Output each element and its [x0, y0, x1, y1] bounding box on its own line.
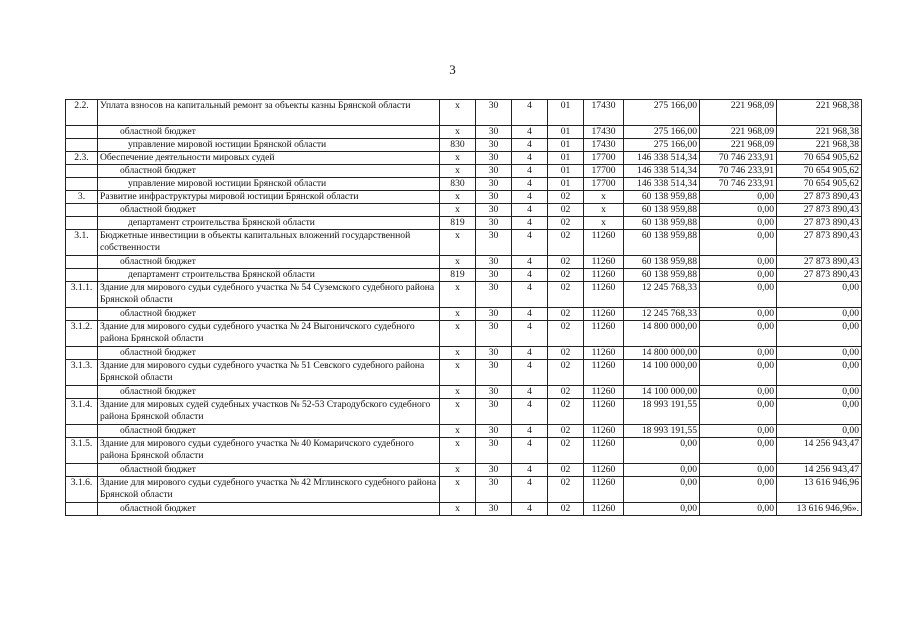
cell-sum-3: 13 616 946,96	[777, 477, 862, 503]
cell-number: 3.1.6.	[66, 477, 98, 503]
cell-direction-code: x	[584, 191, 624, 204]
cell-name: Здание для мировых судей судебных участков № 52-53 Стародубского судебного района Брянской области	[98, 399, 440, 425]
cell-sum-3: 13 616 946,96».	[777, 503, 862, 516]
cell-direction-code: x	[584, 217, 624, 230]
cell-grbs: 819	[440, 269, 476, 282]
cell-number: 3.	[66, 191, 98, 204]
cell-sum-1: 60 138 959,88	[624, 204, 700, 217]
cell-direction-code: 17700	[584, 152, 624, 165]
cell-sum-1: 12 245 768,33	[624, 308, 700, 321]
cell-subsection: 4	[512, 165, 548, 178]
cell-direction-code: 11260	[584, 386, 624, 399]
cell-direction-code: 17700	[584, 165, 624, 178]
table-row	[66, 386, 862, 399]
table-row	[66, 165, 862, 178]
cell-sum-1: 18 993 191,55	[624, 425, 700, 438]
cell-name: департамент строительства Брянской области	[98, 217, 440, 230]
cell-name: Бюджетные инвестиции в объекты капитальных вложений государственной собственности	[98, 230, 440, 256]
cell-section: 30	[476, 204, 512, 217]
cell-sum-1: 14 100 000,00	[624, 386, 700, 399]
table-row	[66, 100, 862, 126]
cell-grbs: x	[440, 152, 476, 165]
cell-program-code: 02	[548, 360, 584, 386]
cell-section: 30	[476, 230, 512, 256]
cell-number	[66, 165, 98, 178]
cell-section: 30	[476, 347, 512, 360]
cell-section: 30	[476, 503, 512, 516]
cell-grbs: x	[440, 386, 476, 399]
cell-direction-code: 11260	[584, 230, 624, 256]
cell-number: 3.1.	[66, 230, 98, 256]
cell-sum-3: 0,00	[777, 360, 862, 386]
cell-program-code: 02	[548, 477, 584, 503]
cell-sum-3: 0,00	[777, 282, 862, 308]
cell-number	[66, 178, 98, 191]
cell-grbs: x	[440, 321, 476, 347]
cell-subsection: 4	[512, 464, 548, 477]
cell-name: Здание для мирового судьи судебного участка № 40 Комаричского судебного района Брянской области	[98, 438, 440, 464]
cell-program-code: 02	[548, 256, 584, 269]
table-row	[66, 204, 862, 217]
cell-sum-3: 27 873 890,43	[777, 191, 862, 204]
cell-sum-2: 221 968,09	[700, 139, 777, 152]
cell-subsection: 4	[512, 126, 548, 139]
cell-section: 30	[476, 360, 512, 386]
cell-sum-1: 0,00	[624, 438, 700, 464]
cell-section: 30	[476, 282, 512, 308]
table-row	[66, 425, 862, 438]
cell-subsection: 4	[512, 139, 548, 152]
cell-number	[66, 386, 98, 399]
cell-grbs: x	[440, 204, 476, 217]
cell-sum-3: 0,00	[777, 308, 862, 321]
cell-section: 30	[476, 139, 512, 152]
cell-grbs: x	[440, 438, 476, 464]
cell-direction-code: 11260	[584, 438, 624, 464]
cell-sum-3: 70 654 905,62	[777, 165, 862, 178]
cell-sum-1: 0,00	[624, 503, 700, 516]
cell-sum-3: 0,00	[777, 425, 862, 438]
cell-sum-2: 0,00	[700, 347, 777, 360]
cell-subsection: 4	[512, 308, 548, 321]
cell-sum-1: 60 138 959,88	[624, 269, 700, 282]
cell-number	[66, 217, 98, 230]
table-row	[66, 178, 862, 191]
cell-grbs: x	[440, 464, 476, 477]
cell-subsection: 4	[512, 425, 548, 438]
cell-sum-2: 0,00	[700, 464, 777, 477]
cell-section: 30	[476, 126, 512, 139]
cell-sum-1: 14 800 000,00	[624, 321, 700, 347]
cell-sum-3: 14 256 943,47	[777, 438, 862, 464]
cell-grbs: x	[440, 399, 476, 425]
cell-section: 30	[476, 477, 512, 503]
cell-sum-2: 0,00	[700, 386, 777, 399]
cell-sum-2: 0,00	[700, 282, 777, 308]
cell-name: областной бюджет	[98, 308, 440, 321]
cell-sum-1: 146 338 514,34	[624, 165, 700, 178]
cell-section: 30	[476, 178, 512, 191]
cell-sum-2: 0,00	[700, 321, 777, 347]
cell-section: 30	[476, 191, 512, 204]
cell-sum-3: 0,00	[777, 399, 862, 425]
cell-section: 30	[476, 152, 512, 165]
cell-sum-1: 14 100 000,00	[624, 360, 700, 386]
cell-sum-2: 0,00	[700, 503, 777, 516]
cell-name: областной бюджет	[98, 503, 440, 516]
cell-sum-2: 0,00	[700, 204, 777, 217]
cell-program-code: 01	[548, 126, 584, 139]
cell-name: Развитие инфраструктуры мировой юстиции Брянской области	[98, 191, 440, 204]
cell-subsection: 4	[512, 269, 548, 282]
cell-grbs: x	[440, 360, 476, 386]
cell-sum-2: 0,00	[700, 425, 777, 438]
cell-sum-3: 70 654 905,62	[777, 152, 862, 165]
cell-number: 3.1.2.	[66, 321, 98, 347]
cell-sum-3: 221 968,38	[777, 100, 862, 126]
table-row	[66, 152, 862, 165]
cell-sum-3: 27 873 890,43	[777, 217, 862, 230]
cell-subsection: 4	[512, 399, 548, 425]
cell-subsection: 4	[512, 191, 548, 204]
cell-program-code: 02	[548, 308, 584, 321]
cell-subsection: 4	[512, 321, 548, 347]
cell-subsection: 4	[512, 503, 548, 516]
cell-number	[66, 464, 98, 477]
cell-direction-code: 17430	[584, 100, 624, 126]
table-row	[66, 438, 862, 464]
table-row	[66, 321, 862, 347]
cell-name: Обеспечение деятельности мировых судей	[98, 152, 440, 165]
cell-grbs: 819	[440, 217, 476, 230]
cell-section: 30	[476, 399, 512, 425]
table-row	[66, 503, 862, 516]
cell-sum-3: 221 968,38	[777, 126, 862, 139]
cell-direction-code: 11260	[584, 321, 624, 347]
table-row	[66, 269, 862, 282]
cell-program-code: 02	[548, 282, 584, 308]
cell-section: 30	[476, 217, 512, 230]
cell-sum-1: 12 245 768,33	[624, 282, 700, 308]
cell-program-code: 02	[548, 217, 584, 230]
cell-sum-1: 18 993 191,55	[624, 399, 700, 425]
cell-name: областной бюджет	[98, 464, 440, 477]
cell-grbs: x	[440, 503, 476, 516]
cell-section: 30	[476, 464, 512, 477]
cell-subsection: 4	[512, 282, 548, 308]
cell-number	[66, 269, 98, 282]
cell-sum-1: 14 800 000,00	[624, 347, 700, 360]
cell-direction-code: 11260	[584, 399, 624, 425]
cell-sum-3: 0,00	[777, 347, 862, 360]
cell-sum-2: 221 968,09	[700, 100, 777, 126]
cell-sum-3: 14 256 943,47	[777, 464, 862, 477]
cell-program-code: 01	[548, 139, 584, 152]
cell-grbs: x	[440, 165, 476, 178]
cell-direction-code: 17430	[584, 139, 624, 152]
page-number: 3	[449, 62, 456, 77]
cell-name: областной бюджет	[98, 126, 440, 139]
cell-direction-code: 11260	[584, 360, 624, 386]
cell-sum-2: 0,00	[700, 256, 777, 269]
cell-program-code: 02	[548, 230, 584, 256]
cell-program-code: 02	[548, 503, 584, 516]
cell-sum-2: 70 746 233,91	[700, 165, 777, 178]
cell-direction-code: 11260	[584, 347, 624, 360]
cell-sum-1: 275 166,00	[624, 100, 700, 126]
cell-number: 3.1.3.	[66, 360, 98, 386]
cell-name: Здание для мирового судьи судебного участка № 42 Мглинского судебного района Брянской области	[98, 477, 440, 503]
cell-number	[66, 503, 98, 516]
cell-direction-code: 11260	[584, 503, 624, 516]
cell-number: 3.1.4.	[66, 399, 98, 425]
table-row	[66, 477, 862, 503]
cell-subsection: 4	[512, 100, 548, 126]
cell-grbs: x	[440, 230, 476, 256]
table-row	[66, 399, 862, 425]
cell-direction-code: 11260	[584, 477, 624, 503]
cell-number: 2.2.	[66, 100, 98, 126]
cell-subsection: 4	[512, 152, 548, 165]
cell-sum-2: 70 746 233,91	[700, 152, 777, 165]
cell-sum-2: 0,00	[700, 269, 777, 282]
cell-program-code: 02	[548, 191, 584, 204]
cell-section: 30	[476, 256, 512, 269]
cell-number	[66, 204, 98, 217]
cell-number: 3.1.5.	[66, 438, 98, 464]
cell-program-code: 01	[548, 100, 584, 126]
cell-grbs: x	[440, 100, 476, 126]
cell-name: областной бюджет	[98, 425, 440, 438]
cell-grbs: x	[440, 191, 476, 204]
cell-name: областной бюджет	[98, 165, 440, 178]
cell-program-code: 01	[548, 178, 584, 191]
cell-direction-code: 17430	[584, 126, 624, 139]
cell-sum-1: 60 138 959,88	[624, 256, 700, 269]
cell-program-code: 02	[548, 399, 584, 425]
cell-direction-code: 17700	[584, 178, 624, 191]
cell-grbs: 830	[440, 178, 476, 191]
cell-sum-3: 0,00	[777, 386, 862, 399]
cell-number	[66, 126, 98, 139]
cell-subsection: 4	[512, 477, 548, 503]
cell-number	[66, 256, 98, 269]
cell-direction-code: 11260	[584, 269, 624, 282]
table-row	[66, 217, 862, 230]
cell-subsection: 4	[512, 438, 548, 464]
cell-sum-3: 27 873 890,43	[777, 204, 862, 217]
cell-section: 30	[476, 269, 512, 282]
cell-direction-code: x	[584, 204, 624, 217]
table-row	[66, 464, 862, 477]
cell-number	[66, 347, 98, 360]
table-row	[66, 230, 862, 256]
cell-name: управление мировой юстиции Брянской области	[98, 178, 440, 191]
cell-section: 30	[476, 165, 512, 178]
cell-section: 30	[476, 386, 512, 399]
cell-number	[66, 139, 98, 152]
cell-grbs: x	[440, 347, 476, 360]
cell-sum-1: 275 166,00	[624, 126, 700, 139]
cell-sum-2: 0,00	[700, 308, 777, 321]
cell-subsection: 4	[512, 178, 548, 191]
cell-sum-1: 0,00	[624, 477, 700, 503]
cell-sum-2: 0,00	[700, 438, 777, 464]
cell-sum-1: 60 138 959,88	[624, 191, 700, 204]
cell-name: областной бюджет	[98, 204, 440, 217]
cell-name: Уплата взносов на капитальный ремонт за объекты казны Брянской области	[98, 100, 440, 126]
cell-number: 3.1.1.	[66, 282, 98, 308]
table-row	[66, 360, 862, 386]
table-row	[66, 282, 862, 308]
cell-section: 30	[476, 438, 512, 464]
table-row	[66, 191, 862, 204]
cell-sum-2: 0,00	[700, 399, 777, 425]
cell-sum-1: 60 138 959,88	[624, 217, 700, 230]
cell-program-code: 02	[548, 269, 584, 282]
cell-direction-code: 11260	[584, 425, 624, 438]
cell-direction-code: 11260	[584, 308, 624, 321]
cell-sum-2: 0,00	[700, 360, 777, 386]
cell-section: 30	[476, 308, 512, 321]
cell-name: Здание для мирового судьи судебного участка № 54 Суземского судебного района Брянской области	[98, 282, 440, 308]
cell-subsection: 4	[512, 256, 548, 269]
cell-sum-3: 27 873 890,43	[777, 230, 862, 256]
cell-grbs: x	[440, 256, 476, 269]
cell-sum-2: 0,00	[700, 230, 777, 256]
cell-subsection: 4	[512, 347, 548, 360]
cell-program-code: 02	[548, 464, 584, 477]
cell-sum-2: 0,00	[700, 477, 777, 503]
cell-program-code: 02	[548, 438, 584, 464]
cell-program-code: 02	[548, 321, 584, 347]
cell-sum-3: 70 654 905,62	[777, 178, 862, 191]
cell-number: 2.3.	[66, 152, 98, 165]
cell-direction-code: 11260	[584, 282, 624, 308]
cell-program-code: 02	[548, 204, 584, 217]
cell-subsection: 4	[512, 230, 548, 256]
cell-grbs: x	[440, 282, 476, 308]
cell-program-code: 02	[548, 347, 584, 360]
cell-name: управление мировой юстиции Брянской области	[98, 139, 440, 152]
table-row	[66, 256, 862, 269]
cell-grbs: x	[440, 425, 476, 438]
cell-number	[66, 425, 98, 438]
budget-table	[65, 99, 862, 516]
cell-subsection: 4	[512, 204, 548, 217]
cell-sum-3: 221 968,38	[777, 139, 862, 152]
cell-name: областной бюджет	[98, 386, 440, 399]
cell-name: областной бюджет	[98, 347, 440, 360]
cell-sum-2: 0,00	[700, 217, 777, 230]
cell-sum-1: 60 138 959,88	[624, 230, 700, 256]
cell-sum-3: 27 873 890,43	[777, 256, 862, 269]
table-row	[66, 139, 862, 152]
cell-grbs: x	[440, 308, 476, 321]
cell-name: департамент строительства Брянской области	[98, 269, 440, 282]
cell-direction-code: 11260	[584, 464, 624, 477]
cell-grbs: x	[440, 477, 476, 503]
cell-number	[66, 308, 98, 321]
cell-sum-1: 146 338 514,34	[624, 152, 700, 165]
cell-program-code: 02	[548, 386, 584, 399]
cell-program-code: 01	[548, 152, 584, 165]
cell-grbs: 830	[440, 139, 476, 152]
table-row	[66, 308, 862, 321]
table-row	[66, 347, 862, 360]
cell-sum-3: 0,00	[777, 321, 862, 347]
cell-name: областной бюджет	[98, 256, 440, 269]
cell-sum-1: 0,00	[624, 464, 700, 477]
table-row	[66, 126, 862, 139]
cell-sum-1: 146 338 514,34	[624, 178, 700, 191]
cell-sum-3: 27 873 890,43	[777, 269, 862, 282]
table-body	[66, 100, 862, 516]
cell-sum-2: 0,00	[700, 191, 777, 204]
cell-name: Здание для мирового судьи судебного участка № 24 Выгоничского судебного района Брянской области	[98, 321, 440, 347]
cell-sum-2: 70 746 233,91	[700, 178, 777, 191]
cell-sum-2: 221 968,09	[700, 126, 777, 139]
cell-direction-code: 11260	[584, 256, 624, 269]
cell-grbs: x	[440, 126, 476, 139]
cell-subsection: 4	[512, 217, 548, 230]
cell-sum-1: 275 166,00	[624, 139, 700, 152]
cell-program-code: 02	[548, 425, 584, 438]
cell-program-code: 01	[548, 165, 584, 178]
cell-section: 30	[476, 100, 512, 126]
cell-subsection: 4	[512, 360, 548, 386]
cell-name: Здание для мирового судьи судебного участка № 51 Севского судебного района Брянской области	[98, 360, 440, 386]
cell-section: 30	[476, 425, 512, 438]
cell-section: 30	[476, 321, 512, 347]
cell-subsection: 4	[512, 386, 548, 399]
